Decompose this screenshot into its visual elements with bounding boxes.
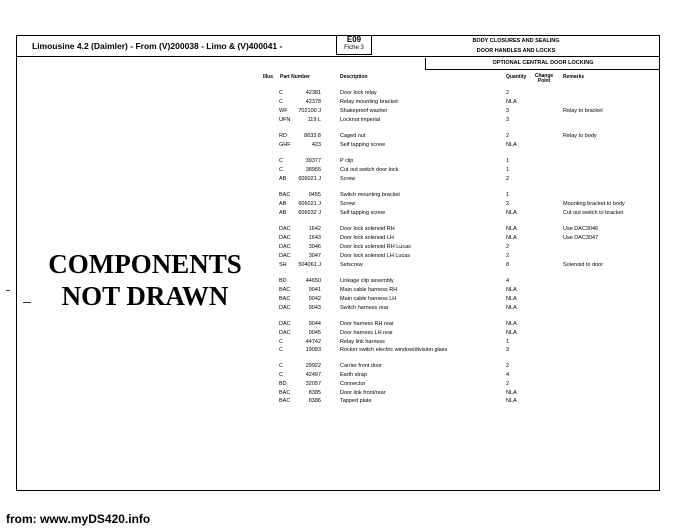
cell-description: Door harness RH rear xyxy=(340,321,394,327)
page-title: Limousine 4.2 (Daimler) - From (V)200038 - Limo & (V)400041 - xyxy=(32,41,283,51)
cell-part-number: 9455 xyxy=(308,192,321,198)
cell-quantity: NLA xyxy=(506,235,517,241)
cell-part-number: 32057 xyxy=(305,381,321,387)
cell-quantity: 1 xyxy=(506,167,510,173)
cell-quantity: NLA xyxy=(506,330,517,336)
cell-part-number: 119 L xyxy=(307,117,321,123)
cell-part-number: 42378 xyxy=(305,99,321,105)
cell-quantity: 2 xyxy=(506,133,510,139)
section-heading-line1: BODY CLOSURES AND SEALING xyxy=(472,38,560,44)
cell-illus: UFN xyxy=(279,117,291,123)
subsection-heading: OPTIONAL CENTRAL DOOR LOCKING xyxy=(425,58,660,70)
cell-description: Switch mounting bracket xyxy=(340,192,400,198)
cell-description: Relay mounting bracket xyxy=(340,99,398,105)
cell-description: Tapped plate xyxy=(340,398,372,404)
cell-illus: DAC xyxy=(279,305,291,311)
cell-illus: C xyxy=(279,90,283,96)
section-heading-line2: DOOR HANDLES AND LOCKS xyxy=(476,48,556,54)
cell-part-number: 1643 xyxy=(308,235,321,241)
cell-quantity: NLA xyxy=(506,305,517,311)
cell-illus: BAC xyxy=(279,390,291,396)
cell-part-number: 8386 xyxy=(308,398,321,404)
cell-description: Door lock solenoid LH xyxy=(340,235,394,241)
cell-part-number: 9043 xyxy=(308,305,321,311)
table-row xyxy=(0,166,682,174)
cell-quantity: 2 xyxy=(506,90,510,96)
table-row xyxy=(0,389,682,397)
cell-quantity: NLA xyxy=(506,296,517,302)
table-row xyxy=(0,286,682,294)
cell-part-number: 9044 xyxy=(308,321,321,327)
table-row xyxy=(0,141,682,149)
table-row xyxy=(0,116,682,124)
cell-illus: DAC xyxy=(279,253,291,259)
table-row xyxy=(0,380,682,388)
cell-description: Screw xyxy=(340,176,356,182)
col-qty-header: Quantity xyxy=(506,74,527,80)
fiche-number: Fiche 3 xyxy=(344,45,364,51)
cell-illus: DAC xyxy=(279,244,291,250)
cell-illus: C xyxy=(279,347,283,353)
cell-part-number: 9045 xyxy=(308,330,321,336)
cell-description: Door lock relay xyxy=(340,90,377,96)
cell-illus: AB xyxy=(279,210,287,216)
cell-quantity: NLA xyxy=(506,210,517,216)
table-row xyxy=(0,261,682,269)
table-row xyxy=(0,329,682,337)
cell-illus: DAC xyxy=(279,235,291,241)
cell-illus: SH xyxy=(279,262,287,268)
cell-illus: WF xyxy=(279,108,288,114)
cell-illus: BD xyxy=(279,381,287,387)
cell-quantity: 3 xyxy=(506,117,510,123)
cell-remarks: Cut out switch to bracket xyxy=(563,210,624,216)
cell-remarks: Use DAC3047 xyxy=(563,235,599,241)
cell-part-number: 29922 xyxy=(305,363,321,369)
cell-quantity: NLA xyxy=(506,398,517,404)
cell-illus: C xyxy=(279,339,283,345)
table-row xyxy=(0,277,682,285)
table-row xyxy=(0,89,682,97)
section-code: E09 xyxy=(346,35,362,44)
cell-part-number: 8633 8 xyxy=(304,133,321,139)
cell-illus: C xyxy=(279,99,283,105)
table-row xyxy=(0,157,682,165)
cell-remarks: Relay to body xyxy=(563,133,597,139)
table-row xyxy=(0,107,682,115)
table-row xyxy=(0,397,682,405)
cell-description: Main cable harness LH xyxy=(340,296,397,302)
cell-quantity: 2 xyxy=(506,244,510,250)
table-row xyxy=(0,304,682,312)
cell-description: Rocker switch electric window/division glass xyxy=(340,347,448,353)
cell-illus: DAC xyxy=(279,226,291,232)
table-row xyxy=(0,338,682,346)
cell-illus: DAC xyxy=(279,330,291,336)
cell-illus: C xyxy=(279,363,283,369)
section-heading xyxy=(372,35,660,57)
cell-description: P clip xyxy=(340,158,354,164)
cell-quantity: 1 xyxy=(506,339,510,345)
cell-illus: BAC xyxy=(279,287,291,293)
cell-remarks: Use DAC3046 xyxy=(563,226,599,232)
cell-part-number: 1642 xyxy=(308,226,321,232)
cell-quantity: 4 xyxy=(506,372,510,378)
table-row xyxy=(0,98,682,106)
cell-illus: C xyxy=(279,167,283,173)
cell-description: Door link front/rear xyxy=(340,390,386,396)
table-row xyxy=(0,252,682,260)
col-desc-header: Description xyxy=(340,74,368,80)
table-row xyxy=(0,191,682,199)
table-row xyxy=(0,234,682,242)
table-row xyxy=(0,132,682,140)
cell-part-number: 606021 J xyxy=(298,201,321,207)
table-row xyxy=(0,295,682,303)
cell-quantity: 3 xyxy=(506,347,510,353)
cell-quantity: 1 xyxy=(506,158,510,164)
cell-description: Shakeproof washer xyxy=(340,108,388,114)
col-change-header: Change Point xyxy=(534,73,554,84)
cell-quantity: NLA xyxy=(506,142,517,148)
cell-part-number: 44650 xyxy=(305,278,321,284)
cell-quantity: 2 xyxy=(506,176,510,182)
col-illus-header: Illus xyxy=(263,74,274,80)
cell-illus: RD xyxy=(279,133,287,139)
cell-description: Locknut imperial xyxy=(340,117,381,123)
cell-part-number: 8385 xyxy=(308,390,321,396)
cell-quantity: NLA xyxy=(506,390,517,396)
cell-part-number: 42381 xyxy=(305,90,321,96)
cell-description: Earth strap xyxy=(340,372,367,378)
cell-illus: AB xyxy=(279,176,287,182)
cell-illus: BD xyxy=(279,278,287,284)
cell-description: Cut out switch door lock xyxy=(340,167,399,173)
cell-illus: BAC xyxy=(279,192,291,198)
cell-part-number: 39377 xyxy=(305,158,321,164)
cell-illus: C xyxy=(279,158,283,164)
cell-quantity: 2 xyxy=(506,381,510,387)
cell-description: Self tapping screw xyxy=(340,142,385,148)
cell-description: Self tapping screw xyxy=(340,210,385,216)
cell-part-number: 606032 J xyxy=(298,210,321,216)
cell-part-number: 606021 J xyxy=(298,176,321,182)
cell-description: Door harness LH rear xyxy=(340,330,393,336)
cell-description: Door lock solenoid RH Lucas xyxy=(340,244,411,250)
table-row xyxy=(0,200,682,208)
cell-quantity: 4 xyxy=(506,278,510,284)
table-row xyxy=(0,243,682,251)
cell-part-number: 504061 J xyxy=(298,262,321,268)
cell-illus: DAC xyxy=(279,321,291,327)
cell-description: Door lock solenoid RH xyxy=(340,226,395,232)
cell-description: Linkage clip assembly xyxy=(340,278,394,284)
cell-part-number: 19083 xyxy=(305,347,321,353)
cell-quantity: 1 xyxy=(506,192,510,198)
cell-description: Connector xyxy=(340,381,366,387)
cell-part-number: 9042 xyxy=(308,296,321,302)
table-row xyxy=(0,371,682,379)
cell-quantity: 2 xyxy=(506,253,510,259)
cell-illus: BAC xyxy=(279,296,291,302)
cell-quantity: 2 xyxy=(506,363,510,369)
table-row xyxy=(0,175,682,183)
col-part-header: Part Number xyxy=(280,74,311,80)
cell-description: Main cable harness RH xyxy=(340,287,398,293)
cell-part-number: 423 xyxy=(311,142,321,148)
cell-quantity: 8 xyxy=(506,262,510,268)
cell-part-number: 38955 xyxy=(305,167,321,173)
table-row xyxy=(0,225,682,233)
cell-quantity: NLA xyxy=(506,321,517,327)
cell-part-number: 42497 xyxy=(305,372,321,378)
cell-description: Setscrew xyxy=(340,262,363,268)
table-row xyxy=(0,209,682,217)
cell-remarks: Solenoid to door xyxy=(563,262,604,268)
table-row xyxy=(0,320,682,328)
cell-part-number: 44742 xyxy=(305,339,321,345)
cell-remarks: Relay to bracket xyxy=(563,108,603,114)
cell-illus: AB xyxy=(279,201,287,207)
fiche-code-box xyxy=(336,35,372,55)
cell-part-number: 9041 xyxy=(308,287,321,293)
cell-description: Carrier front door xyxy=(340,363,382,369)
table-row xyxy=(0,362,682,370)
cell-description: Caged nut xyxy=(340,133,366,139)
cell-part-number: 702100 J xyxy=(298,108,321,114)
cell-quantity: NLA xyxy=(506,99,517,105)
footer-source: from: www.myDS420.info xyxy=(6,512,151,526)
cell-quantity: NLA xyxy=(506,287,517,293)
cell-description: Door lock solenoid LH Lucas xyxy=(340,253,411,259)
cell-description: Screw xyxy=(340,201,356,207)
cell-remarks: Mounting bracket to body xyxy=(563,201,625,207)
cell-illus: BAC xyxy=(279,398,291,404)
cell-part-number: 3047 xyxy=(308,253,321,259)
cell-description: Switch harness rear xyxy=(340,305,389,311)
cell-illus: C xyxy=(279,372,283,378)
cell-illus: GHF xyxy=(279,142,291,148)
table-row xyxy=(0,346,682,354)
cell-quantity: 3 xyxy=(506,108,510,114)
components-not-drawn-label: COMPONENTS NOT DRAWN xyxy=(48,249,242,311)
cell-quantity: 2 xyxy=(506,201,510,207)
cell-part-number: 3046 xyxy=(308,244,321,250)
cell-description: Relay link harness xyxy=(340,339,385,345)
col-remarks-header: Remarks xyxy=(563,74,585,80)
cell-quantity: NLA xyxy=(506,226,517,232)
